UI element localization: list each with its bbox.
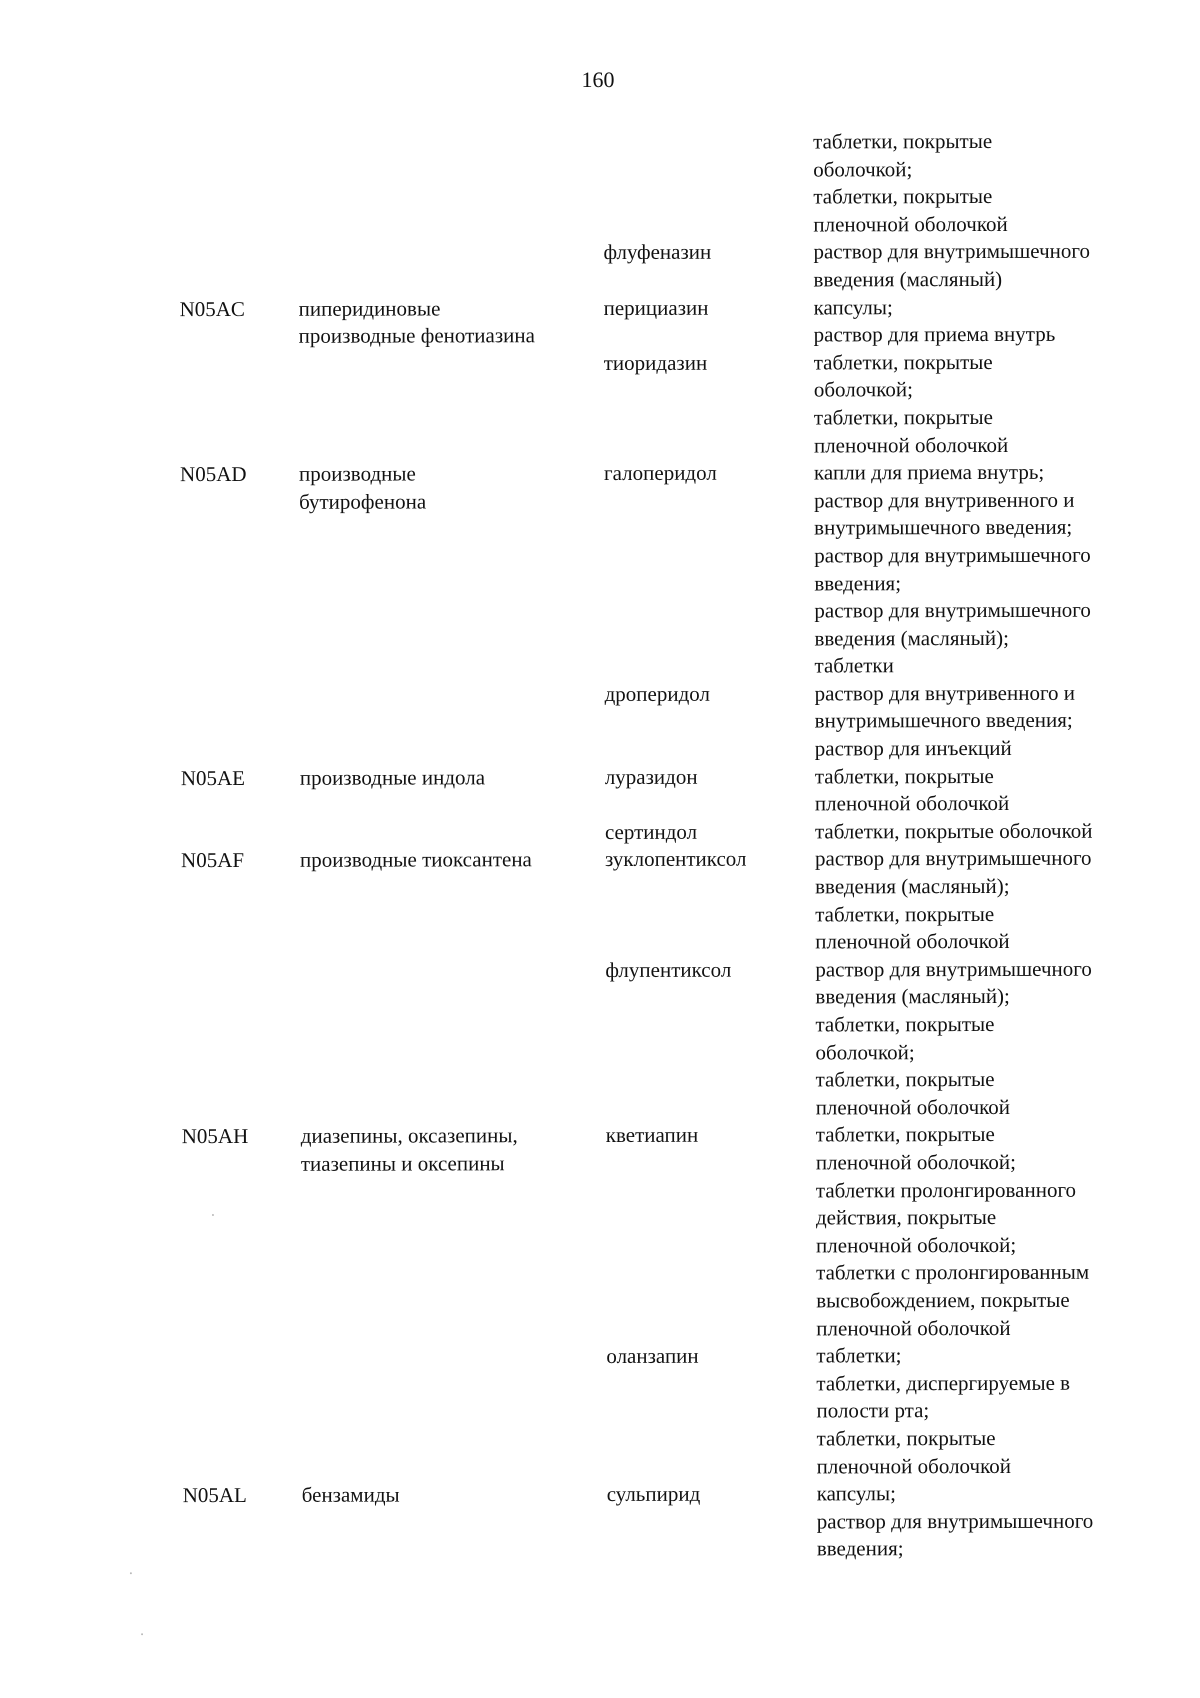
dosage-forms: [813, 128, 1153, 239]
drug-name: флуфеназин: [603, 240, 712, 265]
dosage-form-line: действия, покрытые: [815, 1205, 997, 1230]
dosage-form-line: раствор для внутривенного и: [814, 487, 1075, 513]
dosage-forms: [815, 762, 1155, 818]
dosage-form-line: введения;: [814, 570, 902, 595]
group-line: бензамиды: [301, 1482, 400, 1507]
drug-name: кветиапин: [605, 1123, 699, 1148]
dosage-form-line: таблетки, покрытые: [815, 901, 995, 927]
dosage-form-line: высвобождением, покрытые: [816, 1287, 1070, 1313]
dosage-form-line: оболочкой;: [813, 156, 913, 182]
dosage-form-line: введения (масляный): [813, 266, 1003, 292]
dosage-form-line: капли для приема внутрь;: [813, 459, 1045, 485]
page-number: 160: [581, 66, 615, 93]
group-line: производные тиоксантена: [299, 847, 532, 873]
pharmacological-group: [301, 1123, 518, 1179]
dosage-form-line: раствор для внутривенного и: [814, 680, 1076, 706]
dosage-form-line: пленочной оболочкой: [816, 1453, 1011, 1478]
group-line: диазепины, оксазепины,: [300, 1123, 518, 1149]
dosage-form-line: пленочной оболочкой: [813, 432, 1009, 457]
group-line: производные индола: [299, 764, 486, 790]
dosage-form-line: пленочной оболочкой: [816, 1315, 1011, 1340]
dosage-form-line: введения (масляный);: [814, 625, 1009, 651]
pharmacological-group: [299, 295, 535, 351]
table-row: [0, 127, 1198, 241]
pharmacological-group: [300, 847, 532, 875]
dosage-form-line: таблетки, покрытые: [813, 184, 993, 209]
atc-code: N05AL: [182, 1483, 247, 1508]
dosage-form-line: введения (масляный);: [815, 984, 1010, 1009]
dosage-form-line: таблетки с пролонгированным: [816, 1260, 1090, 1285]
dosage-forms: [815, 679, 1155, 763]
table-row: [0, 679, 1200, 765]
group-line: бутирофенона: [299, 489, 427, 514]
pharmacological-group: [302, 1482, 400, 1510]
dosage-forms: [814, 459, 1155, 681]
dosage-form-line: введения (масляный);: [815, 873, 1010, 899]
dosage-forms: [816, 1342, 1156, 1481]
drug-name: сульпирид: [606, 1481, 701, 1507]
dosage-forms: [817, 1480, 1157, 1564]
drug-name: сертиндол: [604, 819, 698, 844]
atc-code: N05AF: [180, 848, 245, 873]
drug-classification-table: [0, 127, 1200, 1565]
atc-code: N05AH: [181, 1124, 249, 1149]
group-line: тиазепины и оксепины: [300, 1151, 505, 1176]
dosage-form-line: таблетки: [814, 653, 894, 678]
atc-code: N05AE: [180, 765, 246, 790]
dosage-form-line: таблетки;: [816, 1343, 902, 1368]
dosage-forms: [815, 845, 1155, 956]
table-row: [0, 762, 1200, 820]
dosage-form-line: полости рта;: [816, 1398, 930, 1423]
dosage-form-line: оболочкой;: [813, 377, 913, 402]
dosage-form-line: пленочной оболочкой: [814, 791, 1010, 816]
drug-name: оланзапин: [606, 1343, 699, 1369]
table-row: [1, 1121, 1200, 1345]
dosage-form-line: раствор для инъекций: [814, 735, 1012, 761]
dosage-form-line: раствор для внутримышечного: [814, 542, 1091, 568]
dosage-form-line: таблетки, покрытые: [815, 1011, 995, 1037]
dosage-form-line: таблетки, покрытые: [815, 1067, 995, 1092]
dosage-form-line: таблетки пролонгированного: [815, 1177, 1077, 1202]
table-row: [0, 459, 1200, 683]
pharmacological-group: [300, 764, 485, 792]
scan-speck: [130, 1572, 132, 1574]
dosage-form-line: таблетки, диспергируемые в: [816, 1370, 1071, 1396]
group-line: пиперидиновые: [298, 295, 441, 321]
table-row: [0, 817, 1200, 848]
dosage-form-line: таблетки, покрытые: [813, 128, 993, 154]
dosage-form-line: раствор для внутримышечного: [815, 956, 1092, 982]
dosage-form-line: внутримышечного введения;: [814, 708, 1073, 733]
drug-name: флупентиксол: [605, 957, 732, 982]
dosage-form-line: таблетки, покрытые: [813, 404, 993, 430]
dosage-form-line: таблетки, покрытые: [816, 1425, 996, 1451]
dosage-forms: [814, 293, 1154, 349]
scan-speck: [212, 1214, 214, 1216]
table-row: [0, 845, 1200, 959]
table-row: [0, 348, 1199, 462]
table-row: [0, 238, 1199, 296]
dosage-forms: [813, 238, 1153, 294]
dosage-form-line: капсулы;: [813, 294, 893, 320]
dosage-form-line: раствор для внутримышечного: [814, 846, 1092, 871]
atc-code: N05AC: [179, 296, 245, 321]
dosage-forms: [816, 1121, 1157, 1343]
dosage-form-line: раствор для внутримышечного: [814, 597, 1091, 623]
dosage-form-line: введения;: [816, 1536, 904, 1561]
dosage-form-line: пленочной оболочкой: [815, 929, 1010, 954]
dosage-form-line: оболочкой;: [815, 1039, 915, 1065]
table-row: [1, 1342, 1200, 1483]
dosage-form-line: пленочной оболочкой: [815, 1094, 1011, 1120]
dosage-form-line: таблетки, покрытые: [813, 349, 993, 375]
dosage-form-line: таблетки, покрытые: [814, 763, 994, 789]
group-line: производные фенотиазина: [298, 323, 535, 348]
drug-name: галоперидол: [603, 460, 717, 486]
table-row: [0, 293, 1199, 351]
dosage-form-line: таблетки, покрытые: [815, 1122, 995, 1147]
dosage-form-line: капсулы;: [816, 1481, 896, 1506]
dosage-form-line: раствор для внутримышечного: [813, 239, 1090, 264]
table-row: [2, 1480, 1200, 1566]
dosage-form-line: пленочной оболочкой: [813, 211, 1008, 237]
drug-name: луразидон: [604, 764, 698, 789]
dosage-form-line: раствор для приема внутрь: [813, 321, 1056, 347]
dosage-forms: [815, 955, 1155, 1121]
dosage-form-line: внутримышечного введения;: [814, 515, 1073, 540]
pharmacological-group: [299, 461, 426, 517]
drug-name: дроперидол: [604, 681, 711, 706]
dosage-forms: [814, 348, 1154, 459]
drug-name: перициазин: [603, 295, 709, 320]
drug-name: зуклопентиксол: [604, 847, 747, 872]
table-row: [0, 955, 1200, 1124]
dosage-form-line: пленочной оболочкой;: [815, 1149, 1016, 1175]
scan-speck: [141, 1633, 143, 1635]
atc-code: N05AD: [179, 462, 247, 487]
dosage-form-line: раствор для внутримышечного: [816, 1508, 1094, 1534]
drug-name: тиоридазин: [603, 350, 708, 375]
dosage-form-line: пленочной оболочкой;: [816, 1232, 1017, 1258]
group-line: производные: [298, 461, 416, 486]
dosage-forms: [815, 817, 1155, 845]
dosage-form-line: таблетки, покрытые оболочкой: [814, 818, 1093, 844]
